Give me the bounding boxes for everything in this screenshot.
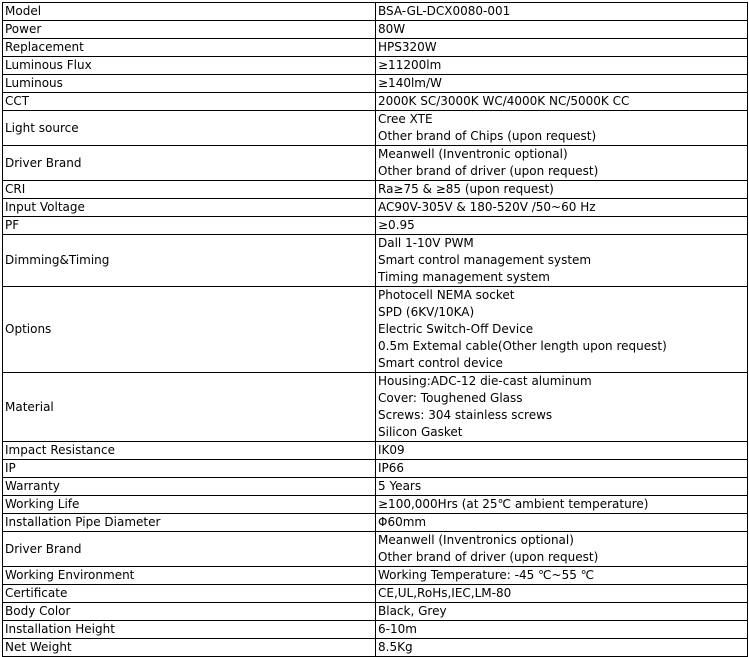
spec-value-cell (376, 478, 748, 496)
spec-value-line: Dall 1-10V PWM (378, 236, 474, 250)
spec-row (3, 146, 748, 181)
spec-value-cell (376, 217, 748, 235)
spec-value-cell (376, 514, 748, 532)
spec-label: Installation Height (3, 621, 376, 639)
spec-value-line: Electric Switch-Off Device (378, 322, 534, 336)
spec-label: Light source (3, 111, 376, 146)
spec-value-cell (376, 460, 748, 478)
spec-row (3, 373, 748, 442)
spec-value-line: Meanwell (Inventronic optional) (378, 147, 568, 161)
spec-value-cell (376, 373, 748, 442)
spec-label: Working Life (3, 496, 376, 514)
spec-row (3, 217, 748, 235)
spec-value-line: 6-10m (378, 622, 417, 636)
spec-row (3, 3, 748, 21)
spec-value-line: Black, Grey (378, 604, 447, 618)
spec-value-line: Silicon Gasket (378, 425, 463, 439)
spec-row (3, 567, 748, 585)
spec-value-cell (376, 496, 748, 514)
spec-value-line: Other brand of driver (upon request) (378, 550, 599, 564)
spec-label: Warranty (3, 478, 376, 496)
spec-value-line: HPS320W (378, 40, 437, 54)
spec-value-line: 5 Years (378, 479, 422, 493)
spec-value-cell (376, 3, 748, 21)
spec-row (3, 39, 748, 57)
spec-value-cell (376, 39, 748, 57)
spec-value-line: Ra≥75 & ≥85 (upon request) (378, 182, 554, 196)
spec-row (3, 532, 748, 567)
spec-row (3, 496, 748, 514)
spec-label: Power (3, 21, 376, 39)
spec-value-cell (376, 199, 748, 217)
spec-value-line: Working Temperature: -45 ℃~55 ℃ (378, 568, 595, 582)
spec-row (3, 75, 748, 93)
spec-value-cell (376, 442, 748, 460)
spec-row (3, 442, 748, 460)
spec-value-cell (376, 567, 748, 585)
spec-value-line: Photocell NEMA socket (378, 288, 515, 302)
spec-label: Driver Brand (3, 146, 376, 181)
spec-value-cell (376, 111, 748, 146)
spec-label: Driver Brand (3, 532, 376, 567)
spec-value-line: Smart control device (378, 356, 503, 370)
spec-value-cell (376, 146, 748, 181)
spec-table-body (3, 3, 748, 657)
spec-label: Input Voltage (3, 199, 376, 217)
spec-row (3, 621, 748, 639)
spec-value-cell (376, 75, 748, 93)
spec-label: Luminous Flux (3, 57, 376, 75)
spec-value-line: SPD (6KV/10KA) (378, 305, 475, 319)
spec-table (2, 2, 748, 657)
spec-value-line: 2000K SC/3000K WC/4000K NC/5000K CC (378, 94, 630, 108)
spec-row (3, 514, 748, 532)
spec-value-line: AC90V-305V & 180-520V /50~60 Hz (378, 200, 596, 214)
spec-row (3, 585, 748, 603)
spec-label: Certificate (3, 585, 376, 603)
spec-row (3, 603, 748, 621)
spec-value-cell (376, 93, 748, 111)
spec-value-line: Cover: Toughened Glass (378, 391, 523, 405)
spec-row (3, 460, 748, 478)
spec-value-line: IK09 (378, 443, 405, 457)
spec-value-cell (376, 287, 748, 373)
spec-value-line: Other brand of Chips (upon request) (378, 129, 597, 143)
spec-value-line: Cree XTE (378, 112, 433, 126)
spec-label: Working Environment (3, 567, 376, 585)
spec-value-line: 8.5Kg (378, 640, 413, 654)
spec-value-line: Meanwell (Inventronics optional) (378, 533, 574, 547)
spec-row (3, 199, 748, 217)
spec-value-cell (376, 181, 748, 199)
spec-value-line: ≥11200lm (378, 58, 442, 72)
spec-label: PF (3, 217, 376, 235)
spec-value-line: Φ60mm (378, 515, 427, 529)
spec-value-line: 80W (378, 22, 406, 36)
spec-value-line: Other brand of driver (upon request) (378, 164, 599, 178)
spec-label: Net Weight (3, 639, 376, 657)
spec-row (3, 235, 748, 287)
spec-value-line: Housing:ADC-12 die-cast aluminum (378, 374, 592, 388)
spec-value-line: ≥0.95 (378, 218, 415, 232)
spec-value-cell (376, 57, 748, 75)
spec-label: Replacement (3, 39, 376, 57)
spec-value-cell (376, 235, 748, 287)
spec-label: Body Color (3, 603, 376, 621)
spec-value-line: IP66 (378, 461, 405, 475)
spec-value-cell (376, 621, 748, 639)
spec-label: Dimming&Timing (3, 235, 376, 287)
spec-value-cell (376, 585, 748, 603)
spec-row (3, 181, 748, 199)
spec-label: CRI (3, 181, 376, 199)
spec-row (3, 478, 748, 496)
spec-row (3, 111, 748, 146)
spec-label: Installation Pipe Diameter (3, 514, 376, 532)
spec-label: Model (3, 3, 376, 21)
spec-label: Material (3, 373, 376, 442)
spec-value-line: Smart control management system (378, 253, 592, 267)
spec-label: Options (3, 287, 376, 373)
spec-value-line: BSA-GL-DCX0080-001 (378, 4, 511, 18)
spec-value-line: Timing management system (378, 270, 550, 284)
spec-value-line: 0.5m Extemal cable(Other length upon request) (378, 339, 667, 353)
spec-value-cell (376, 532, 748, 567)
spec-value-line: Screws: 304 stainless screws (378, 408, 553, 422)
spec-label: CCT (3, 93, 376, 111)
spec-value-line: ≥100,000Hrs (at 25℃ ambient temperature) (378, 497, 649, 511)
spec-label: Luminous (3, 75, 376, 93)
spec-row (3, 57, 748, 75)
spec-row (3, 287, 748, 373)
spec-label: IP (3, 460, 376, 478)
spec-row (3, 21, 748, 39)
spec-row (3, 639, 748, 657)
spec-row (3, 93, 748, 111)
spec-value-cell (376, 603, 748, 621)
spec-value-line: ≥140lm/W (378, 76, 442, 90)
spec-label: Impact Resistance (3, 442, 376, 460)
spec-value-line: CE,UL,RoHs,IEC,LM-80 (378, 586, 512, 600)
spec-value-cell (376, 21, 748, 39)
spec-value-cell (376, 639, 748, 657)
